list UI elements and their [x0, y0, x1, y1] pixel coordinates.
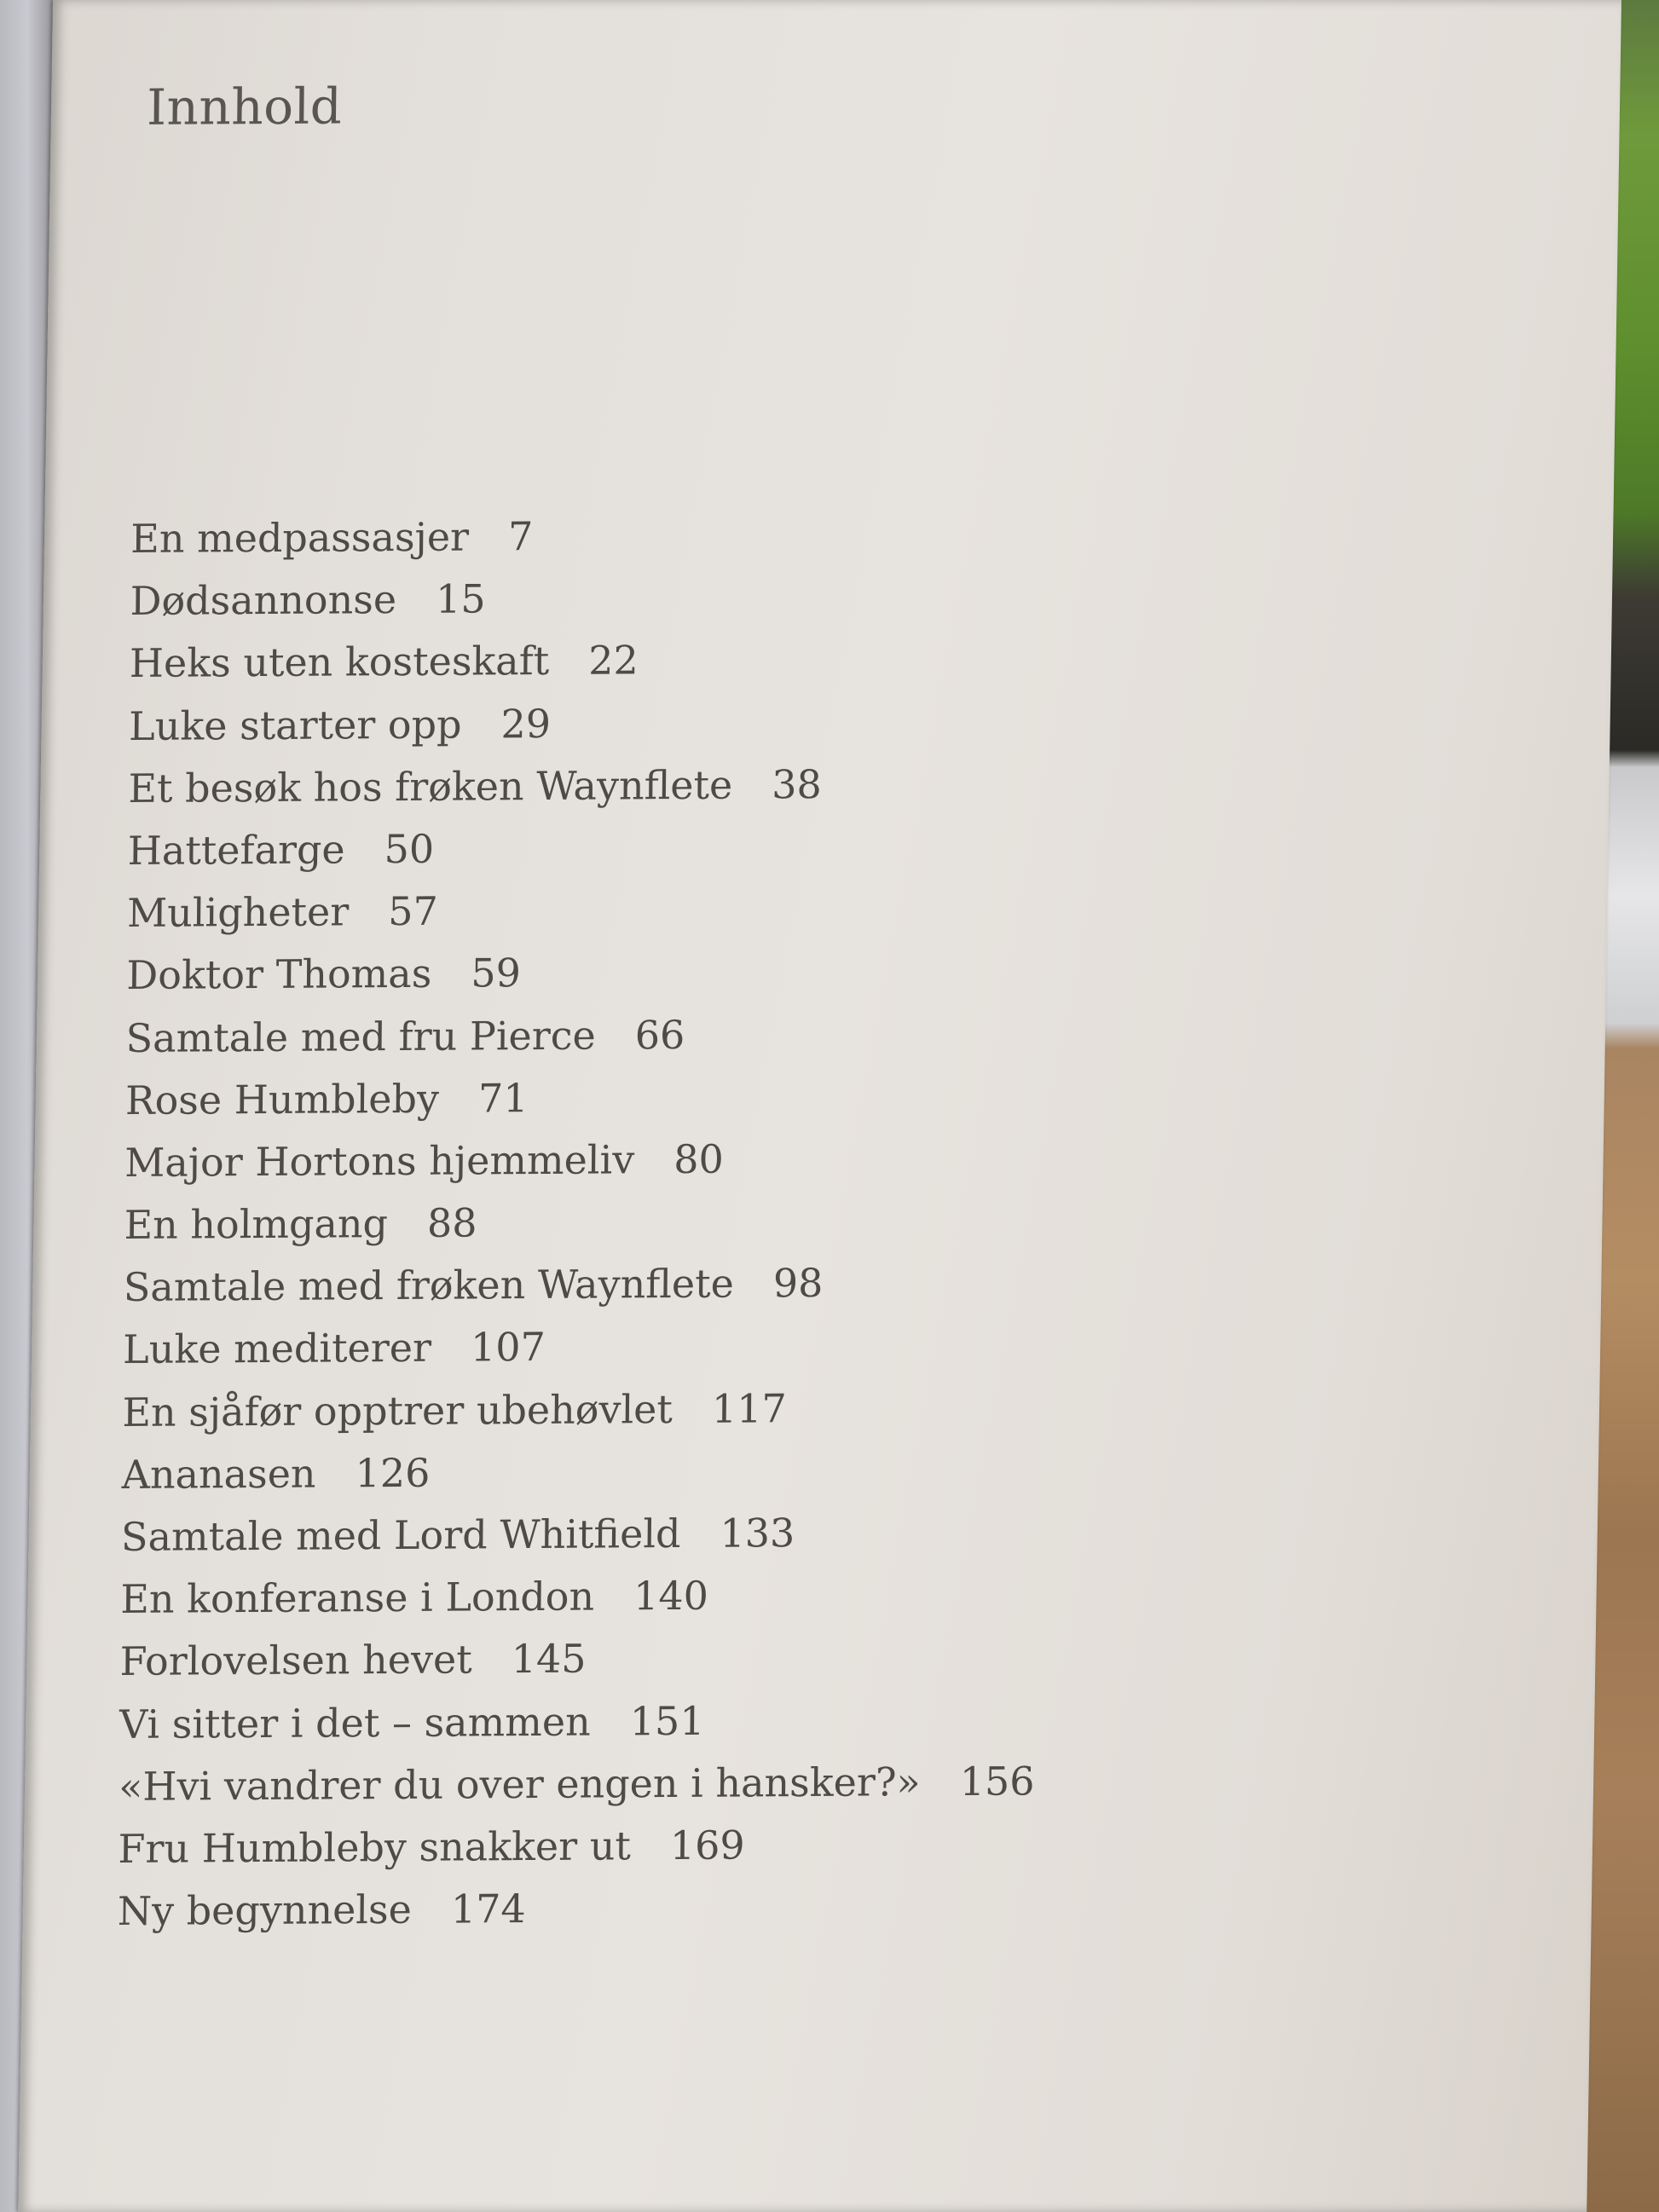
toc-entry-title: Muligheter [126, 888, 350, 937]
page-title: Innhold [146, 77, 343, 136]
table-of-contents [118, 502, 1047, 1943]
toc-entry-title: Hattefarge [127, 826, 345, 874]
toc-entry [124, 1188, 1040, 1256]
toc-entry [118, 1812, 1034, 1880]
toc-entry [125, 1002, 1042, 1070]
toc-entry [118, 1875, 1034, 1943]
toc-entry-title: Fru Humbleby snakker ut [118, 1822, 632, 1872]
toc-entry [119, 1626, 1036, 1694]
toc-entry-title: Samtale med fru Pierce [125, 1012, 597, 1061]
toc-entry-page: 15 [435, 575, 486, 622]
toc-entry-page: 57 [388, 887, 439, 935]
toc-entry [130, 502, 1047, 570]
toc-entry-page: 66 [634, 1011, 685, 1058]
toc-entry [126, 939, 1043, 1008]
toc-entry-page: 88 [426, 1199, 477, 1246]
toc-entry-page: 126 [355, 1449, 431, 1497]
toc-entry-title: «Hvi vandrer du over engen i hansker?» [118, 1758, 921, 1810]
toc-entry-title: Samtale med Lord Whitfield [120, 1510, 681, 1560]
toc-entry-title: Doktor Thomas [126, 950, 432, 999]
toc-entry-title: Heks uten kosteskaft [129, 638, 550, 687]
page-content [31, 0, 1621, 2212]
toc-entry-title: En sjåfør opptrer ubehøvlet [122, 1385, 673, 1435]
toc-entry-page: 107 [470, 1324, 546, 1371]
toc-entry [119, 1688, 1036, 1756]
toc-entry-page: 133 [720, 1510, 795, 1556]
toc-entry-page: 151 [629, 1697, 705, 1744]
toc-entry-page: 140 [633, 1572, 709, 1620]
toc-entry-title: Dødsannonse [130, 576, 397, 625]
toc-entry-page: 169 [669, 1822, 746, 1868]
toc-entry-title: Vi sitter i det – sammen [118, 1698, 591, 1747]
toc-entry-title: En holmgang [124, 1200, 389, 1249]
toc-entry [124, 1251, 1040, 1320]
toc-entry [129, 690, 1045, 758]
toc-entry-title: Ananasen [121, 1450, 316, 1498]
toc-entry [128, 752, 1044, 820]
toc-entry-page: 71 [477, 1074, 529, 1122]
toc-entry-page: 80 [673, 1135, 725, 1182]
toc-entry-title: Et besøk hos frøken Waynflete [128, 761, 733, 811]
toc-entry-page: 22 [588, 637, 639, 684]
toc-entry [118, 1750, 1035, 1818]
toc-entry-page: 117 [711, 1384, 787, 1432]
toc-entry-page: 59 [471, 950, 522, 996]
toc-entry [127, 814, 1043, 882]
book-page [18, 0, 1621, 2212]
toc-entry [130, 627, 1046, 696]
toc-entry [121, 1500, 1038, 1568]
toc-entry-page: 174 [450, 1886, 526, 1932]
toc-entry [120, 1563, 1037, 1632]
toc-entry [130, 565, 1046, 633]
toc-entry-title: Rose Humbleby [124, 1075, 440, 1123]
toc-entry-title: En konferanse i London [120, 1573, 595, 1623]
toc-entry [121, 1438, 1038, 1506]
toc-entry-page: 38 [771, 760, 823, 808]
toc-entry-title: Luke starter opp [128, 701, 462, 749]
toc-entry-title: Samtale med frøken Waynflete [123, 1260, 735, 1311]
toc-entry-title: En medpassasjer [130, 513, 470, 563]
toc-entry [123, 1314, 1039, 1382]
toc-entry-title: Ny begynnelse [117, 1886, 413, 1935]
toc-entry [125, 1064, 1042, 1132]
toc-entry-title: Luke mediterer [122, 1325, 432, 1373]
toc-entry-page: 50 [384, 825, 435, 873]
toc-entry-page: 156 [959, 1758, 1035, 1805]
toc-entry-page: 29 [500, 700, 552, 747]
toc-entry-page: 145 [511, 1636, 587, 1683]
toc-entry [122, 1376, 1038, 1444]
toc-entry [124, 1126, 1041, 1194]
toc-entry [127, 877, 1043, 945]
toc-entry-page: 7 [507, 513, 534, 560]
toc-entry-title: Major Hortons hjemmeliv [124, 1136, 635, 1186]
toc-entry-title: Forlovelsen hevet [119, 1636, 473, 1685]
toc-entry-page: 98 [772, 1260, 824, 1307]
